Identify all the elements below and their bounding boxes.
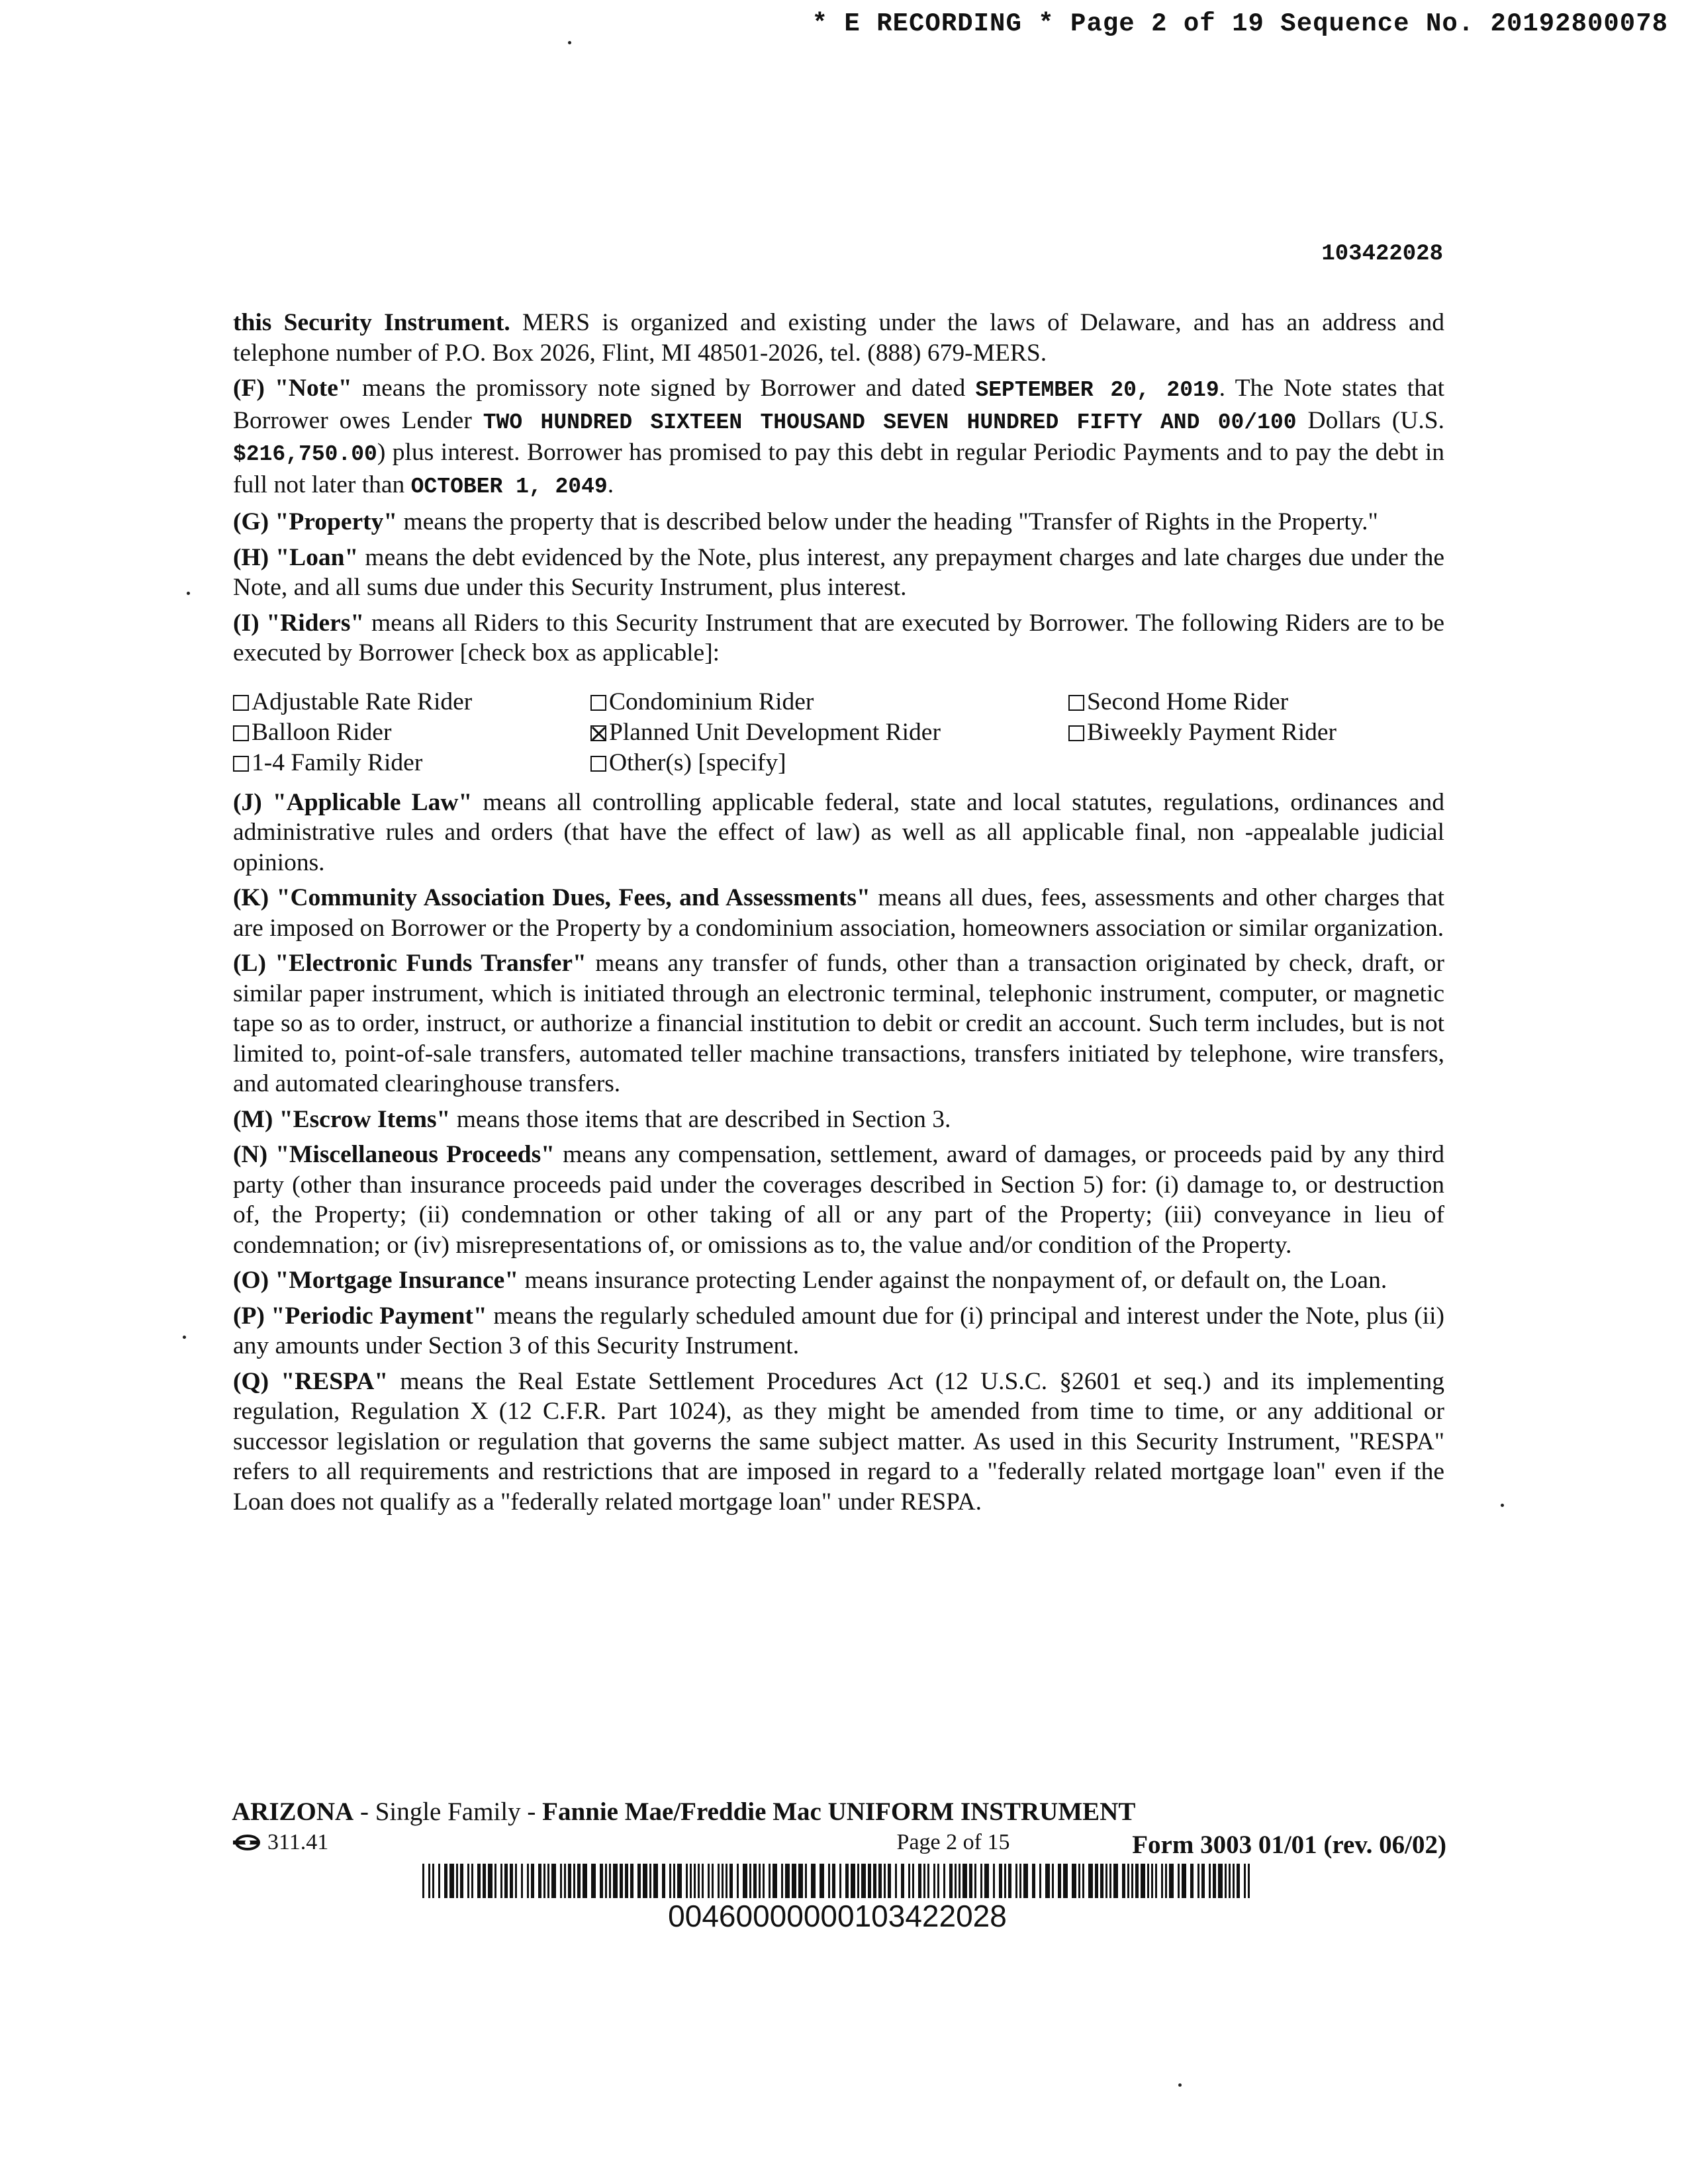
note-text-1: means the promissory note signed by Borrower and dated — [352, 375, 976, 402]
barcode-bar — [449, 1864, 454, 1898]
paragraph-escrow-items — [233, 1105, 1444, 1135]
barcode-bar — [620, 1864, 623, 1898]
barcode-bar — [969, 1864, 972, 1898]
note-text-4: ) plus interest. Borrower has promised to pay this debt in regular Periodic Payments and to pay the debt in full not later than — [233, 439, 1444, 498]
barcode-bar — [1082, 1864, 1084, 1898]
paragraph-respa — [233, 1367, 1444, 1518]
scan-speck — [1178, 2083, 1182, 2087]
riders-checklist — [233, 687, 1444, 780]
barcode-bar — [1052, 1864, 1054, 1898]
document-logo-icon — [232, 1834, 261, 1851]
barcode-bar — [753, 1864, 757, 1898]
barcode-bar — [613, 1864, 618, 1898]
barcode-bar — [1008, 1864, 1011, 1898]
barcode-bar — [749, 1864, 751, 1898]
property-text: means the property that is described below under the heading "Transfer of Rights in the Property." — [397, 508, 1378, 535]
barcode-bar — [832, 1864, 835, 1898]
rider-checkbox — [590, 695, 606, 711]
rider-label: 1-4 Family Rider — [252, 749, 423, 776]
intro-bold: this Security Instrument. — [233, 309, 510, 336]
rider-second-home — [1068, 687, 1288, 717]
barcode-bar — [483, 1864, 486, 1898]
barcode-bar — [993, 1864, 995, 1898]
rider-planned-unit-development — [590, 717, 941, 748]
escrow-items-label: (M) "Escrow Items" — [233, 1105, 451, 1133]
barcode-bar — [1039, 1864, 1041, 1898]
barcode-bar — [805, 1864, 807, 1898]
barcode-bar — [531, 1864, 534, 1898]
misc-proceeds-text: means any compensation, settlement, award of damages, or proceeds paid by any third party (other than insurance proceeds paid under the coverages described in Section 5) for: (i) damage to, or destruction of, the Property; (ii) condemnation or other taking of all or any part of the Property; (iii) conveyance in lieu of condemnation; or (iv) misrepresentations of, or omissions as to, the value and/or condition of the Property. — [233, 1141, 1444, 1259]
loan-text: means the debt evidenced by the Note, plus interest, any prepayment charges and late charges due under the Note, and all sums due under this Security Instrument, plus interest. — [233, 543, 1444, 601]
riders-label: (I) "Riders" — [233, 609, 365, 637]
rider-1-4-family — [233, 748, 422, 778]
barcode-bar — [912, 1864, 914, 1898]
respa-text: means the Real Estate Settlement Procedures Act (12 U.S.C. §2601 et seq.) and its implementing regulation, Regulation X (12 C.F.R. Part 1024), as they might be amended from time to time, or any additional or successor legislation or regulation that governs the same subject matter. As used in this Security Instrument, "RESPA" refers to all requirements and restrictions that are imposed in regard to a "federally related mortgage loan" even if the Loan does not qualify as a "federally related mortgage loan" under RESPA. — [233, 1367, 1444, 1516]
loan-number: 103422028 — [1321, 242, 1443, 267]
note-amount-words: TWO HUNDRED SIXTEEN THOUSAND SEVEN HUNDRED FIFTY AND 00/100 — [483, 410, 1297, 435]
barcode-bar — [949, 1864, 953, 1898]
barcode-bar — [1147, 1864, 1149, 1898]
barcode-bar — [999, 1864, 1002, 1898]
barcode-bar — [1229, 1864, 1231, 1898]
barcode-bar — [1178, 1864, 1180, 1898]
barcode-bar — [1209, 1864, 1211, 1898]
footer-instrument: Fannie Mae/Freddie Mac UNIFORM INSTRUMENT — [542, 1797, 1136, 1826]
rider-checkbox — [233, 756, 249, 772]
barcode-bar — [551, 1864, 556, 1898]
barcode-bar — [1213, 1864, 1216, 1898]
community-dues-text: means all dues, fees, assessments and other charges that are imposed on Borrower or the Property by a condominium association, homeowners association or similar organization. — [233, 884, 1444, 942]
footer-separator: - — [353, 1797, 375, 1826]
paragraph-loan — [233, 543, 1444, 603]
barcode-bar — [460, 1864, 463, 1898]
note-label: (F) "Note" — [233, 375, 352, 402]
barcode-bar — [1131, 1864, 1133, 1898]
paragraph-applicable-law — [233, 788, 1444, 878]
barcode-bar — [1095, 1864, 1098, 1898]
barcode-bar — [708, 1864, 710, 1898]
barcode-bar — [955, 1864, 957, 1898]
rider-adjustable-rate — [233, 687, 472, 717]
barcode-bar — [759, 1864, 761, 1898]
barcode-bar — [722, 1864, 724, 1898]
barcode-bar — [878, 1864, 882, 1898]
rider-other — [590, 748, 786, 778]
footer-page-number: Page 2 of 15 — [896, 1830, 1010, 1854]
footer-separator: - — [520, 1797, 543, 1826]
barcode-bar — [649, 1864, 651, 1898]
periodic-payment-label: (P) "Periodic Payment" — [233, 1302, 487, 1330]
rider-condominium — [590, 687, 814, 717]
barcode-bar — [943, 1864, 945, 1898]
barcode-number: 00460000000103422028 — [668, 1899, 1007, 1933]
rider-checkbox-checked — [590, 725, 606, 741]
paragraph-intro — [233, 308, 1444, 368]
footer-family: Single Family — [375, 1797, 521, 1826]
barcode-bar — [763, 1864, 765, 1898]
paragraph-misc-proceeds — [233, 1140, 1444, 1260]
barcode-bar — [1072, 1864, 1076, 1898]
note-date: SEPTEMBER 20, 2019 — [975, 378, 1219, 402]
barcode-bar — [984, 1864, 989, 1898]
barcode-bar — [690, 1864, 692, 1898]
barcode-bar — [1078, 1864, 1080, 1898]
barcode-bar — [792, 1864, 796, 1898]
barcode-bar — [1225, 1864, 1227, 1898]
barcode-bar — [1151, 1864, 1153, 1898]
barcode-bar — [1113, 1864, 1118, 1898]
barcode-bar — [1109, 1864, 1111, 1898]
applicable-law-text: means all controlling applicable federal, state and local statutes, regulations, ordinances and administrative rules and orders (that have the effect of law) as well as all applicable final, non -appealable judicial opinions. — [233, 788, 1444, 876]
barcode-bar — [1015, 1864, 1017, 1898]
barcode-bar — [1105, 1864, 1107, 1898]
barcode-bar — [573, 1864, 575, 1898]
footer-code — [232, 1830, 328, 1855]
paragraph-property — [233, 507, 1444, 537]
barcode-bar — [527, 1864, 529, 1898]
barcode-bar — [726, 1864, 727, 1898]
rider-label: Planned Unit Development Rider — [609, 718, 941, 746]
rider-checkbox — [233, 725, 249, 741]
barcode-bar — [974, 1864, 976, 1898]
rider-label: Condominium Rider — [609, 688, 814, 715]
barcode-bar — [962, 1864, 967, 1898]
barcode-bar — [918, 1864, 921, 1898]
barcode-bar — [630, 1864, 633, 1898]
barcode-bar — [851, 1864, 855, 1898]
property-label: (G) "Property" — [233, 508, 398, 535]
barcode-bar — [428, 1864, 430, 1898]
note-amount: $216,750.00 — [233, 442, 377, 467]
barcode-bar — [1141, 1864, 1145, 1898]
barcode-bar — [811, 1864, 816, 1898]
paragraph-periodic-payment — [233, 1301, 1444, 1361]
barcode-bar — [729, 1864, 733, 1898]
barcode-bar — [538, 1864, 541, 1898]
scan-speck — [183, 1336, 186, 1339]
barcode-bar — [583, 1864, 587, 1898]
barcode-bar — [1100, 1864, 1103, 1898]
barcode-bar — [839, 1864, 841, 1898]
note-text-3: Dollars (U.S. — [1296, 406, 1445, 434]
barcode-bar — [637, 1864, 641, 1898]
barcode-bar — [444, 1864, 447, 1898]
paragraph-mortgage-insurance — [233, 1265, 1444, 1296]
barcode-bar — [1063, 1864, 1068, 1898]
periodic-payment-text: means the regularly scheduled amount due for (i) principal and interest under the Note, plus (ii) any amounts under Section 3 of this Security Instrument. — [233, 1302, 1445, 1359]
scan-speck — [187, 592, 190, 595]
barcode-bar — [568, 1864, 571, 1898]
barcode-bar — [702, 1864, 704, 1898]
barcode-bar — [1248, 1864, 1250, 1898]
rider-checkbox — [1068, 695, 1084, 711]
barcode-bar — [673, 1864, 675, 1898]
barcode-bar — [625, 1864, 628, 1898]
barcode-bar — [1165, 1864, 1167, 1898]
barcode-bar — [686, 1864, 688, 1898]
barcode-bar — [662, 1864, 665, 1898]
barcode-bar — [937, 1864, 939, 1898]
barcode-bar — [781, 1864, 783, 1898]
barcode-bar — [1161, 1864, 1163, 1898]
barcode-bar — [1045, 1864, 1050, 1898]
footer-code-number: 311.41 — [267, 1830, 329, 1854]
intro-text: MERS is organized and existing under the laws of Delaware, and has an address and telephone number of P.O. Box 2026, Flint, MI 48501-2026, tel. (888) 679-MERS. — [233, 309, 1444, 367]
mortgage-insurance-label: (O) "Mortgage Insurance" — [233, 1267, 519, 1294]
barcode-bar — [845, 1864, 849, 1898]
misc-proceeds-label: (N) "Miscellaneous Proceeds" — [233, 1141, 555, 1168]
barcode-bar — [1058, 1864, 1061, 1898]
barcode-bar — [820, 1864, 824, 1898]
barcode-bar — [560, 1864, 562, 1898]
rider-biweekly-payment — [1068, 717, 1336, 748]
eft-text: means any transfer of funds, other than a transaction originated by check, draft, or similar paper instrument, which is initiated through an electronic terminal, telephonic instrument, computer, or magnetic tape so as to order, instruct, or authorize a financial institution to debit or credit an account. Such term includes, but is not limited to, point-of-sale transfers, automated teller machine transactions, transfers initiated by telephone, wire transfers, and automated clearinghouse transfers. — [233, 950, 1444, 1097]
barcode-bar — [873, 1864, 876, 1898]
barcode-bar — [456, 1864, 458, 1898]
barcode-bar — [861, 1864, 866, 1898]
barcode-bar — [743, 1864, 747, 1898]
barcode-bar — [500, 1864, 502, 1898]
barcode-bar — [798, 1864, 803, 1898]
barcode-bar — [1019, 1864, 1021, 1898]
barcode-bar — [1135, 1864, 1139, 1898]
barcode-bar — [543, 1864, 545, 1898]
barcode-bar — [895, 1864, 897, 1898]
barcode — [422, 1864, 1250, 1898]
barcode-bar — [653, 1864, 658, 1898]
barcode-bar — [884, 1864, 886, 1898]
barcode-bar — [1233, 1864, 1235, 1898]
loan-label: (H) "Loan" — [233, 543, 359, 571]
barcode-bar — [564, 1864, 566, 1898]
barcode-bar — [609, 1864, 611, 1898]
footer-state: ARIZONA — [232, 1797, 354, 1826]
barcode-bar — [923, 1864, 925, 1898]
barcode-bar — [1169, 1864, 1174, 1898]
barcode-bar — [547, 1864, 549, 1898]
barcode-bar — [510, 1864, 513, 1898]
barcode-bar — [477, 1864, 481, 1898]
barcode-bar — [698, 1864, 700, 1898]
paragraph-eft — [233, 948, 1444, 1099]
barcode-bar — [1088, 1864, 1093, 1898]
paragraph-community-dues — [233, 883, 1444, 943]
rider-label: Second Home Rider — [1087, 688, 1289, 715]
footer-form-title — [232, 1797, 1135, 1827]
scan-speck — [1501, 1504, 1504, 1507]
barcode-bar — [1237, 1864, 1240, 1898]
barcode-bar — [694, 1864, 696, 1898]
barcode-bar — [471, 1864, 473, 1898]
barcode-bar — [1244, 1864, 1246, 1898]
barcode-bar — [888, 1864, 891, 1898]
community-dues-label: (K) "Community Association Dues, Fees, and Assessments" — [233, 884, 870, 911]
barcode-bar — [773, 1864, 777, 1898]
barcode-bar — [1122, 1864, 1125, 1898]
mortgage-insurance-text: means insurance protecting Lender against the nonpayment of, or default on, the Loan. — [518, 1267, 1387, 1294]
barcode-bar — [1004, 1864, 1006, 1898]
applicable-law-label: (J) "Applicable Law" — [233, 788, 473, 816]
barcode-bar — [1190, 1864, 1194, 1898]
barcode-bar — [591, 1864, 596, 1898]
barcode-bar — [1201, 1864, 1205, 1898]
rider-checkbox — [1068, 725, 1084, 741]
rider-balloon — [233, 717, 391, 748]
barcode-bar — [643, 1864, 647, 1898]
note-maturity-date: OCTOBER 1, 2049 — [410, 474, 608, 499]
barcode-bar — [1127, 1864, 1129, 1898]
barcode-bar — [1023, 1864, 1028, 1898]
barcode-bar — [467, 1864, 469, 1898]
barcode-bar — [1197, 1864, 1199, 1898]
barcode-bar — [577, 1864, 581, 1898]
barcode-bar — [605, 1864, 607, 1898]
barcode-bar — [785, 1864, 790, 1898]
rider-checkbox — [233, 695, 249, 711]
barcode-bar — [868, 1864, 871, 1898]
barcode-bar — [677, 1864, 682, 1898]
scan-speck — [568, 41, 571, 44]
recording-header: * E RECORDING * Page 2 of 19 Sequence No. 20192800078 — [812, 9, 1668, 38]
rider-label: Balloon Rider — [252, 718, 392, 746]
document-body — [233, 308, 1444, 1522]
barcode-bar — [933, 1864, 935, 1898]
barcode-bar — [828, 1864, 830, 1898]
eft-label: (L) "Electronic Funds Transfer" — [233, 950, 586, 977]
riders-text: means all Riders to this Security Instrument that are executed by Borrower. The following Riders are to be executed by Borrower [check box as applicable]: — [233, 609, 1444, 666]
rider-label: Biweekly Payment Rider — [1087, 718, 1337, 746]
rider-checkbox — [590, 756, 606, 772]
paragraph-riders — [233, 608, 1444, 668]
barcode-bar — [1155, 1864, 1157, 1898]
rider-label: Other(s) [specify] — [609, 749, 786, 776]
paragraph-note — [233, 373, 1444, 502]
barcode-bar — [718, 1864, 720, 1898]
barcode-bar — [521, 1864, 523, 1898]
barcode-bar — [908, 1864, 910, 1898]
barcode-bar — [432, 1864, 434, 1898]
footer-info-line — [232, 1830, 1446, 1859]
barcode-bar — [504, 1864, 508, 1898]
barcode-bar — [438, 1864, 440, 1898]
barcode-bar — [669, 1864, 671, 1898]
barcode-bar — [1032, 1864, 1035, 1898]
barcode-bar — [857, 1864, 859, 1898]
barcode-bar — [959, 1864, 961, 1898]
barcode-bar — [515, 1864, 517, 1898]
barcode-bar — [901, 1864, 904, 1898]
barcode-bar — [927, 1864, 929, 1898]
respa-label: (Q) "RESPA" — [233, 1367, 389, 1395]
escrow-items-text: means those items that are described in Section 3. — [450, 1105, 951, 1133]
barcode-bar — [600, 1864, 603, 1898]
barcode-bar — [712, 1864, 714, 1898]
footer-form-number: Form 3003 01/01 (rev. 06/02) — [1132, 1831, 1446, 1859]
barcode-bar — [422, 1864, 424, 1898]
note-text-2: . The Note states that Borrower owes Lender — [233, 375, 1445, 434]
barcode-bar — [1218, 1864, 1223, 1898]
barcode-bar — [769, 1864, 771, 1898]
rider-label: Adjustable Rate Rider — [252, 688, 473, 715]
barcode-bar — [494, 1864, 496, 1898]
barcode-bar — [980, 1864, 982, 1898]
note-text-5: . — [607, 471, 614, 498]
barcode-bar — [737, 1864, 739, 1898]
barcode-bar — [488, 1864, 492, 1898]
barcode-bar — [1182, 1864, 1186, 1898]
